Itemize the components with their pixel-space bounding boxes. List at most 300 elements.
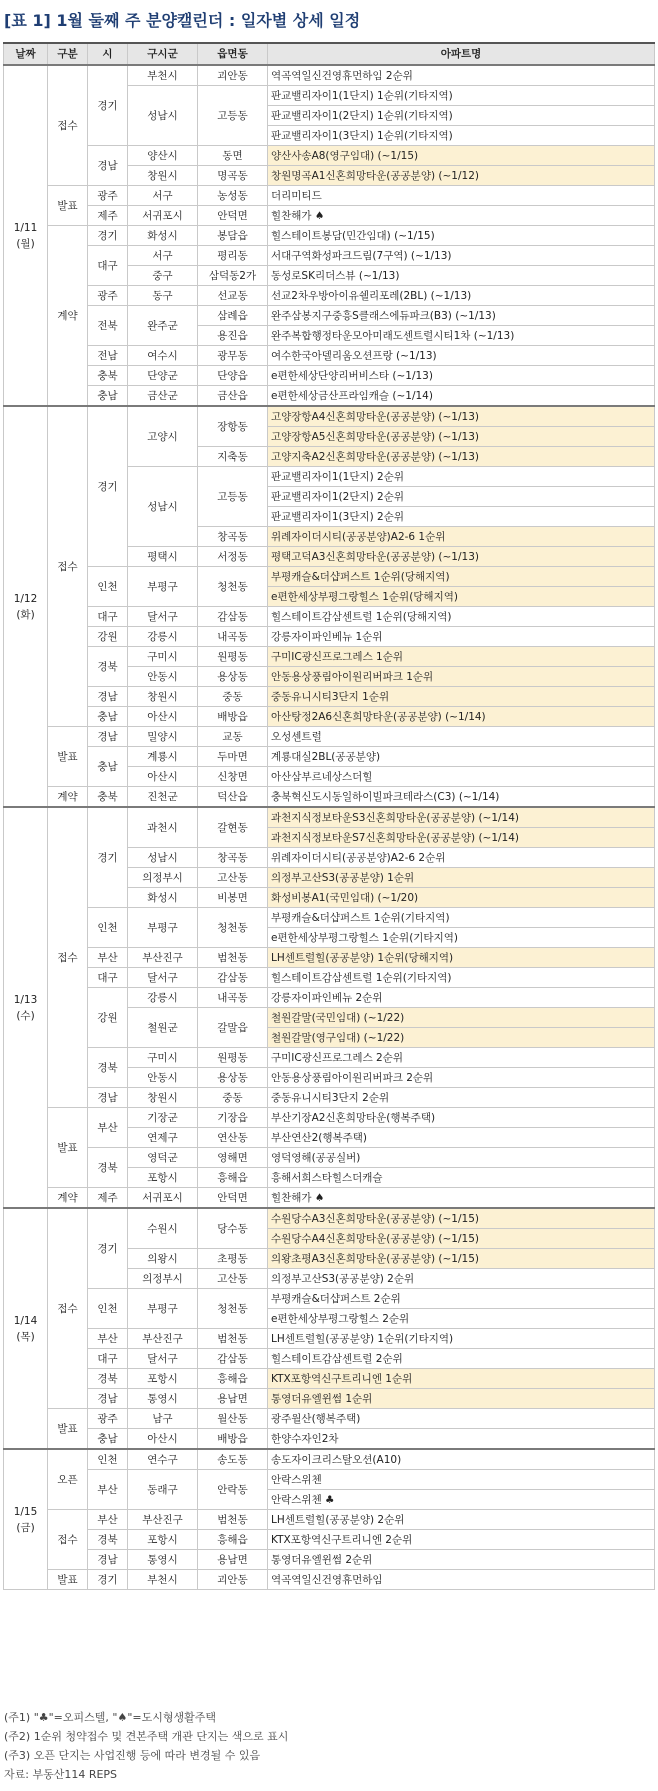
row-province: 경북 (88, 1148, 128, 1188)
row-town: 원평동 (198, 1048, 268, 1068)
row-town: 갈현동 (198, 807, 268, 848)
row-type: 접수 (48, 1510, 88, 1570)
row-type: 접수 (48, 807, 88, 1108)
apartment-name: 오성센트럴 (268, 727, 655, 747)
row-district: 서구 (128, 186, 198, 206)
row-town: 농성동 (198, 186, 268, 206)
table-row (4, 1188, 655, 1209)
apartment-name: 한양수자인2차 (268, 1429, 655, 1450)
row-province: 경기 (88, 807, 128, 908)
apartment-name: 판교밸리자이1(1단지) 2순위 (268, 467, 655, 487)
table-row (4, 1429, 655, 1450)
table-row (4, 908, 655, 928)
row-province: 대구 (88, 1349, 128, 1369)
table-body (4, 65, 655, 1590)
source-note: 자료: 부동산114 REPS (4, 1768, 118, 1781)
apartment-name: 완주삼봉지구중흥S클래스에듀파크(B3) (~1/13) (268, 306, 655, 326)
row-district: 부평구 (128, 1289, 198, 1329)
row-town: 월산동 (198, 1409, 268, 1429)
row-district: 계룡시 (128, 747, 198, 767)
apartment-name: 선교2차우방아이유쉘리포레(2BL) (~1/13) (268, 286, 655, 306)
schedule-table (3, 42, 655, 1590)
row-town: 고등동 (198, 467, 268, 527)
table-row (4, 607, 655, 627)
row-type: 계약 (48, 226, 88, 407)
row-town: 기장읍 (198, 1108, 268, 1128)
row-type: 발표 (48, 1409, 88, 1450)
apartment-name: 양산사송A8(영구임대) (~1/15) (268, 146, 655, 166)
row-district: 기장군 (128, 1108, 198, 1128)
row-district: 의정부시 (128, 1269, 198, 1289)
apartment-name: 과천지식정보타운S3신혼희망타운(공공분양) (~1/14) (268, 807, 655, 828)
row-province: 광주 (88, 286, 128, 306)
row-district: 안동시 (128, 1068, 198, 1088)
row-district: 포항시 (128, 1168, 198, 1188)
row-province: 경남 (88, 146, 128, 186)
row-town: 장항동 (198, 406, 268, 447)
row-province: 경남 (88, 1088, 128, 1108)
row-province: 강원 (88, 988, 128, 1048)
row-date: 1/14 (목) (4, 1208, 48, 1449)
row-town: 중동 (198, 1088, 268, 1108)
row-type: 접수 (48, 1208, 88, 1409)
row-district: 포항시 (128, 1530, 198, 1550)
table-row (4, 627, 655, 647)
row-district: 달서구 (128, 1349, 198, 1369)
row-town: 용남면 (198, 1550, 268, 1570)
row-town: 단양읍 (198, 366, 268, 386)
row-date: 1/11 (월) (4, 65, 48, 406)
apartment-name: 힐찬해가 ♠ (268, 1188, 655, 1209)
table-row (4, 1409, 655, 1429)
row-district: 부산진구 (128, 1329, 198, 1349)
apartment-name: 아산삼부르네상스더힐 (268, 767, 655, 787)
row-town: 범천동 (198, 948, 268, 968)
table-row (4, 787, 655, 808)
row-province: 충북 (88, 366, 128, 386)
row-district: 통영시 (128, 1550, 198, 1570)
row-district: 창원시 (128, 687, 198, 707)
row-district: 금산군 (128, 386, 198, 407)
apartment-name: 평택고덕A3신혼희망타운(공공분양) (~1/13) (268, 547, 655, 567)
row-district: 수원시 (128, 1208, 198, 1249)
row-town: 청천동 (198, 908, 268, 948)
table-row (4, 406, 655, 427)
row-town: 원평동 (198, 647, 268, 667)
table-row (4, 1550, 655, 1570)
apartment-name: 구미IC광신프로그레스 1순위 (268, 647, 655, 667)
table-row (4, 1148, 655, 1168)
row-town: 갈말읍 (198, 1008, 268, 1048)
apartment-name: 서대구역화성파크드림(7구역) (~1/13) (268, 246, 655, 266)
row-province: 인천 (88, 908, 128, 948)
table-row (4, 306, 655, 326)
row-district: 남구 (128, 1409, 198, 1429)
header-apartment: 아파트명 (268, 43, 655, 65)
apartment-name: 힐스테이트감삼센트럴 1순위(기타지역) (268, 968, 655, 988)
row-province: 부산 (88, 1329, 128, 1349)
row-province: 광주 (88, 186, 128, 206)
apartment-name: 아산탕정2A6신혼희망타운(공공분양) (~1/14) (268, 707, 655, 727)
table-header-row (4, 43, 655, 65)
apartment-name: 영덕영해(공공실버) (268, 1148, 655, 1168)
table-row (4, 186, 655, 206)
row-province: 충남 (88, 386, 128, 407)
row-province: 광주 (88, 1409, 128, 1429)
apartment-name: 안락스위첸 (268, 1470, 655, 1490)
header-date: 날짜 (4, 43, 48, 65)
row-district: 창원시 (128, 1088, 198, 1108)
row-district: 단양군 (128, 366, 198, 386)
row-province: 제주 (88, 1188, 128, 1209)
table-row (4, 1349, 655, 1369)
header-district: 구시군 (128, 43, 198, 65)
row-province: 대구 (88, 968, 128, 988)
apartment-name: 송도자이크리스탈오션(A10) (268, 1449, 655, 1470)
apartment-name: 계룡대실2BL(공공분양) (268, 747, 655, 767)
row-town: 초평동 (198, 1249, 268, 1269)
row-town: 중동 (198, 687, 268, 707)
row-town: 용상동 (198, 1068, 268, 1088)
row-town: 내곡동 (198, 988, 268, 1008)
apartment-name: 힐스테이트감삼센트럴 1순위(당해지역) (268, 607, 655, 627)
row-district: 성남시 (128, 848, 198, 868)
row-town: 광무동 (198, 346, 268, 366)
row-town: 송도동 (198, 1449, 268, 1470)
row-town: 덕산읍 (198, 787, 268, 808)
table-row (4, 647, 655, 667)
row-district: 영덕군 (128, 1148, 198, 1168)
table-row (4, 1369, 655, 1389)
apartment-name: KTX포항역신구트리니엔 2순위 (268, 1530, 655, 1550)
apartment-name: 힐찬해가 ♠ (268, 206, 655, 226)
apartment-name: e편한세상금산프라임캐슬 (~1/14) (268, 386, 655, 407)
row-town: 청천동 (198, 1289, 268, 1329)
apartment-name: 힐스테이트감삼센트럴 2순위 (268, 1349, 655, 1369)
row-district: 서구 (128, 246, 198, 266)
row-town: 삼덕동2가 (198, 266, 268, 286)
row-province: 경기 (88, 65, 128, 146)
row-type: 계약 (48, 787, 88, 808)
apartment-name: 통영더유엘윈썸 2순위 (268, 1550, 655, 1570)
row-district: 안동시 (128, 667, 198, 687)
row-town: 범천동 (198, 1329, 268, 1349)
header-town: 읍면동 (198, 43, 268, 65)
row-district: 동구 (128, 286, 198, 306)
table-row (4, 747, 655, 767)
row-town: 고산동 (198, 1269, 268, 1289)
apartment-name: 역곡역일신건영휴먼하임 2순위 (268, 65, 655, 86)
row-type: 접수 (48, 65, 88, 186)
row-town: 안락동 (198, 1470, 268, 1510)
table-row (4, 807, 655, 828)
row-province: 충북 (88, 787, 128, 808)
apartment-name: 동성로SK리더스뷰 (~1/13) (268, 266, 655, 286)
apartment-name: 구미IC광신프로그레스 2순위 (268, 1048, 655, 1068)
row-province: 경남 (88, 1550, 128, 1570)
table-row (4, 1470, 655, 1490)
row-town: 감삼동 (198, 607, 268, 627)
apartment-name: 화성비봉A1(국민임대) (~1/20) (268, 888, 655, 908)
row-date: 1/12 (화) (4, 406, 48, 807)
row-district: 통영시 (128, 1389, 198, 1409)
apartment-name: 의정부고산S3(공공분양) 1순위 (268, 868, 655, 888)
row-town: 흥해읍 (198, 1530, 268, 1550)
row-town: 청천동 (198, 567, 268, 607)
row-district: 평택시 (128, 547, 198, 567)
apartment-name: 판교밸리자이1(3단지) 1순위(기타지역) (268, 126, 655, 146)
row-town: 용남면 (198, 1389, 268, 1409)
row-town: 용상동 (198, 667, 268, 687)
apartment-name: 부평캐슬&더샵퍼스트 1순위(당해지역) (268, 567, 655, 587)
row-province: 경북 (88, 1530, 128, 1550)
row-town: 흥해읍 (198, 1369, 268, 1389)
row-district: 의왕시 (128, 1249, 198, 1269)
row-province: 경북 (88, 1048, 128, 1088)
apartment-name: 안락스위첸 ♣ (268, 1490, 655, 1510)
row-district: 철원군 (128, 1008, 198, 1048)
apartment-name: 판교밸리자이1(1단지) 1순위(기타지역) (268, 86, 655, 106)
row-type: 오픈 (48, 1449, 88, 1510)
apartment-name: 부평캐슬&더샵퍼스트 1순위(기타지역) (268, 908, 655, 928)
row-type: 발표 (48, 1108, 88, 1188)
row-province: 부산 (88, 1510, 128, 1530)
table-row (4, 1208, 655, 1229)
row-district: 달서구 (128, 968, 198, 988)
row-province: 경남 (88, 1389, 128, 1409)
row-province: 인천 (88, 1449, 128, 1470)
apartment-name: 의왕초평A3신혼희망타운(공공분양) (~1/15) (268, 1249, 655, 1269)
footnote-2: (주2) 1순위 청약접수 및 견본주택 개관 단지는 색으로 표시 (4, 1730, 289, 1743)
row-town: 당수동 (198, 1208, 268, 1249)
apartment-name: 과천지식정보타운S7신혼희망타운(공공분양) (~1/14) (268, 828, 655, 848)
apartment-name: 창원명곡A1신혼희망타운(공공분양) (~1/12) (268, 166, 655, 186)
table-row (4, 226, 655, 246)
table-row (4, 1570, 655, 1590)
row-type: 발표 (48, 1570, 88, 1590)
row-town: 창곡동 (198, 527, 268, 547)
row-town: 교동 (198, 727, 268, 747)
row-type: 접수 (48, 406, 88, 727)
table-row (4, 146, 655, 166)
row-town: 동면 (198, 146, 268, 166)
apartment-name: LH센트럴힐(공공분양) 1순위(기타지역) (268, 1329, 655, 1349)
row-date: 1/13 (수) (4, 807, 48, 1208)
apartment-name: 의정부고산S3(공공분양) 2순위 (268, 1269, 655, 1289)
row-district: 연수구 (128, 1449, 198, 1470)
table-row (4, 707, 655, 727)
table-row (4, 988, 655, 1008)
row-district: 강릉시 (128, 988, 198, 1008)
row-district: 아산시 (128, 707, 198, 727)
row-district: 부산진구 (128, 948, 198, 968)
row-town: 고산동 (198, 868, 268, 888)
row-town: 선교동 (198, 286, 268, 306)
apartment-name: e편한세상단양리버비스타 (~1/13) (268, 366, 655, 386)
apartment-name: 통영더유엘윈썸 1순위 (268, 1389, 655, 1409)
row-town: 감삼동 (198, 1349, 268, 1369)
row-district: 부평구 (128, 567, 198, 607)
row-town: 괴안동 (198, 1570, 268, 1590)
row-province: 제주 (88, 206, 128, 226)
row-province: 경기 (88, 1570, 128, 1590)
table-row (4, 1329, 655, 1349)
row-town: 용진읍 (198, 326, 268, 346)
row-town: 창곡동 (198, 848, 268, 868)
apartment-name: 철원갈말(국민임대) (~1/22) (268, 1008, 655, 1028)
row-town: 흥해읍 (198, 1168, 268, 1188)
apartment-name: 위례자이더시티(공공분양)A2-6 1순위 (268, 527, 655, 547)
row-district: 연제구 (128, 1128, 198, 1148)
row-province: 부산 (88, 1470, 128, 1510)
table-row (4, 1530, 655, 1550)
table-row (4, 1449, 655, 1470)
row-district: 강릉시 (128, 627, 198, 647)
row-district: 의정부시 (128, 868, 198, 888)
table-row (4, 386, 655, 407)
apartment-name: 고양지축A2신혼희망타운(공공분양) (~1/13) (268, 447, 655, 467)
header-province: 시 (88, 43, 128, 65)
row-town: 두마면 (198, 747, 268, 767)
row-town: 봉담읍 (198, 226, 268, 246)
apartment-name: 수원당수A4신혼희망타운(공공분양) (~1/15) (268, 1229, 655, 1249)
row-district: 성남시 (128, 467, 198, 547)
row-town: 연산동 (198, 1128, 268, 1148)
table-row (4, 1108, 655, 1128)
table-row (4, 206, 655, 226)
apartment-name: e편한세상부평그랑힐스 1순위(당해지역) (268, 587, 655, 607)
row-district: 부천시 (128, 65, 198, 86)
apartment-name: 부산기장A2신혼희망타운(행복주택) (268, 1108, 655, 1128)
apartment-name: 흥해서희스타힐스더캐슬 (268, 1168, 655, 1188)
row-town: 범천동 (198, 1510, 268, 1530)
row-district: 성남시 (128, 86, 198, 146)
apartment-name: 더리미티드 (268, 186, 655, 206)
apartment-name: 여수한국아델리움오션프랑 (~1/13) (268, 346, 655, 366)
row-province: 충남 (88, 707, 128, 727)
row-province: 대구 (88, 246, 128, 286)
row-town: 괴안동 (198, 65, 268, 86)
apartment-name: LH센트럴힐(공공분양) 1순위(당해지역) (268, 948, 655, 968)
row-district: 서귀포시 (128, 1188, 198, 1209)
apartment-name: 충북혁신도시동일하이빌파크테라스(C3) (~1/14) (268, 787, 655, 808)
row-district: 완주군 (128, 306, 198, 346)
row-type: 발표 (48, 186, 88, 226)
table-row (4, 1088, 655, 1108)
apartment-name: 역곡역일신건영휴먼하임 (268, 1570, 655, 1590)
row-province: 인천 (88, 567, 128, 607)
apartment-name: 판교밸리자이1(2단지) 2순위 (268, 487, 655, 507)
apartment-name: 판교밸리자이1(2단지) 1순위(기타지역) (268, 106, 655, 126)
row-town: 내곡동 (198, 627, 268, 647)
table-row (4, 1289, 655, 1309)
row-town: 안덕면 (198, 206, 268, 226)
apartment-name: 부평캐슬&더샵퍼스트 2순위 (268, 1289, 655, 1309)
apartment-name: 완주복합행정타운모아미래도센트럴시티1차 (~1/13) (268, 326, 655, 346)
row-province: 경남 (88, 687, 128, 707)
row-district: 달서구 (128, 607, 198, 627)
apartment-name: 부산연산2(행복주택) (268, 1128, 655, 1148)
table-row (4, 727, 655, 747)
apartment-name: 판교밸리자이1(3단지) 2순위 (268, 507, 655, 527)
row-town: 명곡동 (198, 166, 268, 186)
row-district: 밀양시 (128, 727, 198, 747)
row-district: 부평구 (128, 908, 198, 948)
row-province: 경기 (88, 406, 128, 567)
table-row (4, 246, 655, 266)
apartment-name: 강릉자이파인베뉴 2순위 (268, 988, 655, 1008)
row-province: 부산 (88, 1108, 128, 1148)
row-province: 경기 (88, 1208, 128, 1289)
row-town: 삼례읍 (198, 306, 268, 326)
apartment-name: 고양장항A4신혼희망타운(공공분양) (~1/13) (268, 406, 655, 427)
row-district: 과천시 (128, 807, 198, 848)
apartment-name: e편한세상부평그랑힐스 1순위(기타지역) (268, 928, 655, 948)
table-row (4, 1389, 655, 1409)
row-district: 아산시 (128, 1429, 198, 1450)
row-district: 아산시 (128, 767, 198, 787)
row-town: 안덕면 (198, 1188, 268, 1209)
apartment-name: e편한세상부평그랑힐스 2순위 (268, 1309, 655, 1329)
row-district: 부천시 (128, 1570, 198, 1590)
apartment-name: 고양장항A5신혼희망타운(공공분양) (~1/13) (268, 427, 655, 447)
row-town: 고등동 (198, 86, 268, 146)
apartment-name: 수원당수A3신혼희망타운(공공분양) (~1/15) (268, 1208, 655, 1229)
row-district: 포항시 (128, 1369, 198, 1389)
row-province: 강원 (88, 627, 128, 647)
row-district: 구미시 (128, 1048, 198, 1068)
apartment-name: 힐스테이트봉담(민간임대) (~1/15) (268, 226, 655, 246)
row-province: 전남 (88, 346, 128, 366)
table-row (4, 286, 655, 306)
page-title: [표 1] 1월 둘째 주 분양캘린더 : 일자별 상세 일정 (4, 11, 361, 30)
row-district: 여수시 (128, 346, 198, 366)
apartment-name: 광주월산(행복주택) (268, 1409, 655, 1429)
row-district: 중구 (128, 266, 198, 286)
table-row (4, 1510, 655, 1530)
row-town: 비봉면 (198, 888, 268, 908)
row-town: 서정동 (198, 547, 268, 567)
row-town: 금산읍 (198, 386, 268, 407)
row-town: 감삼동 (198, 968, 268, 988)
apartment-name: 안동용상풍림아이원리버파크 2순위 (268, 1068, 655, 1088)
apartment-name: 철원갈말(영구임대) (~1/22) (268, 1028, 655, 1048)
row-province: 부산 (88, 948, 128, 968)
apartment-name: 중동유니시티3단지 1순위 (268, 687, 655, 707)
row-district: 진천군 (128, 787, 198, 808)
apartment-name: 위례자이더시티(공공분양)A2-6 2순위 (268, 848, 655, 868)
row-province: 전북 (88, 306, 128, 346)
row-town: 영해면 (198, 1148, 268, 1168)
row-province: 경북 (88, 1369, 128, 1389)
row-town: 배방읍 (198, 1429, 268, 1450)
header-type: 구분 (48, 43, 88, 65)
table-row (4, 968, 655, 988)
table-row (4, 1048, 655, 1068)
row-district: 고양시 (128, 406, 198, 467)
row-type: 발표 (48, 727, 88, 787)
apartment-name: 강릉자이파인베뉴 1순위 (268, 627, 655, 647)
apartment-name: KTX포항역신구트리니엔 1순위 (268, 1369, 655, 1389)
apartment-name: 중동유니시티3단지 2순위 (268, 1088, 655, 1108)
row-province: 경기 (88, 226, 128, 246)
row-town: 신창면 (198, 767, 268, 787)
row-district: 화성시 (128, 226, 198, 246)
table-row (4, 687, 655, 707)
row-town: 지축동 (198, 447, 268, 467)
footnote-1: (주1) "♣"=오피스텔, "♠"=도시형생활주택 (4, 1711, 216, 1724)
table-row (4, 366, 655, 386)
